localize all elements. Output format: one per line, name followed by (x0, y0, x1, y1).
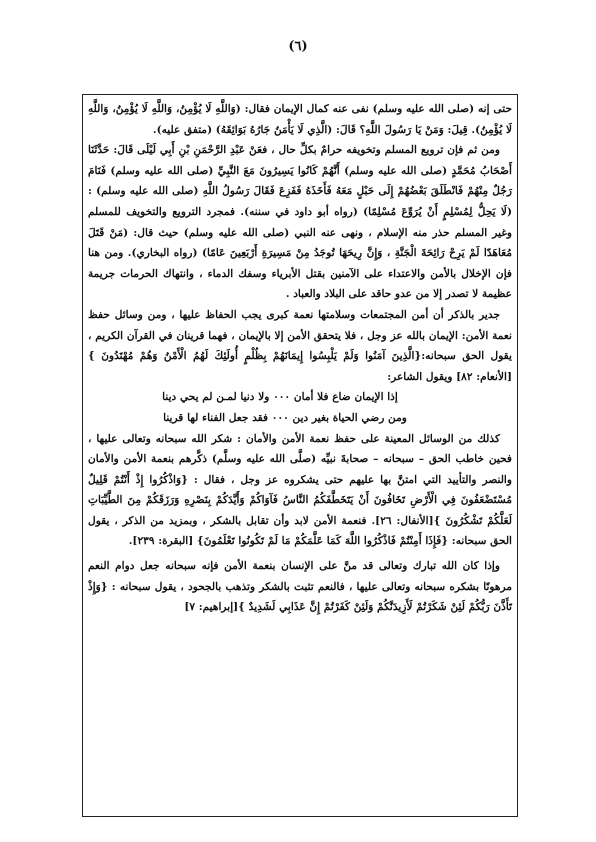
poem (88, 387, 512, 428)
paragraph: حتى إنه (صلى الله عليه وسلم) نفى عنه كمال الإيمان فقال: (وَاللَّهِ لَا يُؤْمِنُ، وَاللَّهِ لَا يُؤْمِنُ، وَاللَّهِ لَا يُؤْمِنُ). قِيلَ: وَمَنْ يَا رَسُولَ اللَّهِ؟ قَالَ: (الَّذِي لَا يَأْمَنُ جَارُهُ بَوَائِقَهُ) (متفق عليه). (88, 103, 512, 136)
poem-verse: إذا الإيمان ضاع فلا أمان ٠٠٠ ولا دنيا لمـن لم يحي دينا (162, 391, 398, 404)
page-number: (٦) (288, 39, 308, 54)
poem-verse: ومن رضي الحياة بغير دين ٠٠٠ فقد جعل الفناء لها قرينا (163, 411, 407, 424)
paragraph: جدير بالذكر أن أمن المجتمعات وسلامتها نعمة كبرى يجب الحفاظ عليها ، ومن وسائل حفظ نعمة الأمن: الإيمان بالله عز وجل ، فلا يتحقق الأمن إلا بالإيمان ، فهما قرينان في القرآن الكريم ، يقول الحق سبحانه:{الَّذِينَ آمَنُوا وَلَمْ يَلْبِسُوا إِيمَانَهُمْ بِظُلْمٍ أُولَئِكَ لَهُمُ الْأَمْنُ وَهُمْ مُهْتَدُونَ } [الأنعام: ٨٢] ويقول الشاعر: (88, 308, 512, 383)
body-text (88, 99, 512, 618)
paragraph: ومن ثم فإن ترويع المسلم وتخويفه حرامٌ بكلِّ حال ، فعَنْ عَبْدِ الرَّحْمَنِ بْنِ أَبِي لَيْلَى قَالَ: حَدَّثَنَا أَصْحَابُ مُحَمَّدٍ (صلى الله عليه وسلم) أَنَّهُمْ كَانُوا يَسِيرُونَ مَعَ النَّبِيِّ (صلى الله عليه وسلم) فَنَامَ رَجُلٌ مِنْهُمْ فَانْطَلَقَ بَعْضُهُمْ إِلَى حَبْلٍ مَعَهُ فَأَخَذَهُ فَفَزِعَ فَقَالَ رَسُولُ اللَّهِ (صلى الله عليه وسلم) : (لَا يَحِلُّ لِمُسْلِمٍ أَنْ يُرَوِّعَ مُسْلِمًا) (رواه أبو داود في سننه). فمجرد الترويع والتخويف للمسلم وغير المسلم حذر منه الإسلام ، ونهى عنه النبي (صلى الله عليه وسلم) حيث قال: (مَنْ قَتَلَ مُعَاهَدًا لَمْ يَرِحْ رَائِحَةَ الْجَنَّةِ ، وَإِنَّ رِيحَهَا تُوجَدُ مِنْ مَسِيرَةِ أَرْبَعِينَ عَامًا) (رواه البخاري). ومن هنا فإن الإخلال بالأمن والاعتداء على الآمنين بقتل الأبرياء وسفك الدماء ، وانتهاك الحرمات جريمة عظيمة لا تصدر إلا من عدو حاقد على البلاد والعباد . (88, 144, 512, 301)
paragraph: وإذا كان الله تبارك وتعالى قد منَّ على الإنسان بنعمة الأمن فإنه سبحانه جعل دوام النعم مرهونًا بشكره سبحانه وتعالى عليها ، فالنعم تثبت بالشكر وتذهب بالجحود ، يقول سبحانه : {وَإِذْ تَأَذَّنَ رَبُّكُمْ لَئِنْ شَكَرْتُمْ لَأَزِيدَنَّكُمْ وَلَئِنْ كَفَرْتُمْ إِنَّ عَذَابِي لَشَدِيدٌ }[إبراهيم: ٧] (88, 560, 512, 614)
paragraph: كذلك من الوسائل المعينة على حفظ نعمة الأمن والأمان : شكر الله سبحانه وتعالى عليها ، فحين خاطب الحق – سبحانه – صحابةَ نبيِّه (صلَّى الله عليه وسلَّم) ذكَّرهم بنعمة الأمن والأمان والنصر والتأييد التي امتنَّ بها عليهم حتى يشكروه عز وجل ، فقال : {وَاذْكُرُوا إِذْ أَنْتُمْ قَلِيلٌ مُسْتَضْعَفُونَ فِي الْأَرْضِ تَخَافُونَ أَنْ يَتَخَطَّفَكُمُ النَّاسُ فَآوَاكُمْ وَأَيَّدَكُمْ بِنَصْرِهِ وَرَزَقَكُمْ مِنَ الطَّيِّبَاتِ لَعَلَّكُمْ تَشْكُرُونَ }[الأنفال: ٢٦]. فنعمة الأمن لابد وأن تقابل بالشكر ، وبمزيد من الذكر ، يقول الحق سبحانه: {فَإِذَا أَمِنْتُمْ فَاذْكُرُوا اللَّهَ كَمَا عَلَّمَكُمْ مَا لَمْ تَكُونُوا تَعْلَمُونَ} [البقرة: ٢٣٩]. (88, 432, 512, 548)
